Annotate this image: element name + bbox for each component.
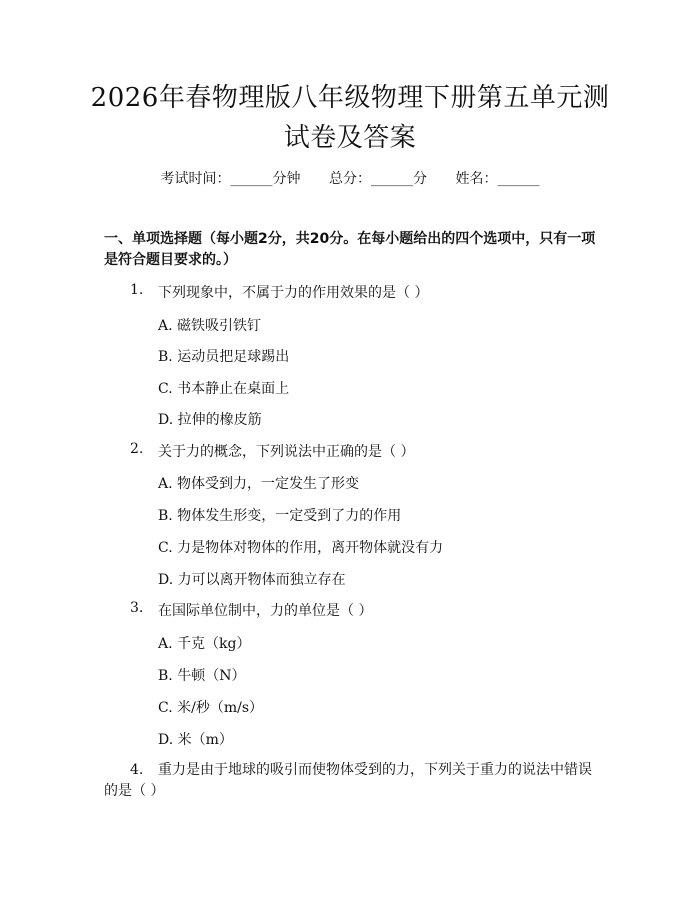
question-1-option-c: C. 书本静止在桌面上 [158,381,290,397]
question-1-option-d: D. 拉伸的橡皮筋 [158,412,262,428]
section-heading-single-choice: 一、单项选择题（每小题2分，共20分。在每小题给出的四个选项中，只有一项是符合题目要求的。） [104,231,596,268]
question-4-text [104,760,604,802]
question-1-option-b: B. 运动员把足球踢出 [158,349,290,365]
question-1-option-a: A. 磁铁吸引铁钉 [158,318,262,334]
student-name-field: 姓名：______ [455,171,540,187]
question-3-option-d: D. 米（m） [158,732,233,748]
question-3-option-a: A. 千克（kg） [158,636,251,652]
question-3-option-c: C. 米/秒（m/s） [158,700,264,716]
total-score-field: 总分：______分 [329,171,427,187]
question-text: 在国际单位制中，力的单位是（ ） [158,603,373,619]
question-text: 下列现象中，不属于力的作用效果的是（ ） [158,285,429,301]
question-text: 关于力的概念，下列说法中正确的是（ ） [158,444,415,460]
question-2-option-b: B. 物体发生形变，一定受到了力的作用 [158,508,402,524]
question-2-option-d: D. 力可以离开物体而独立存在 [158,572,346,588]
question-number: 1. [130,282,144,298]
question-number: 2. [130,441,144,457]
question-number: 3. [130,600,144,616]
document-title: 2026年春物理版八年级物理下册第五单元测试卷及答案 [90,83,610,153]
question-4-number: 4. [130,762,144,778]
exam-info-row [0,168,700,188]
question-text: 重力是由于地球的吸引而使物体受到的力，下列关于重力的说法中错误的是（ ） [104,762,592,799]
exam-time-field: 考试时间：______分钟 [160,171,301,187]
question-2-option-c: C. 力是物体对物体的作用，离开物体就没有力 [158,540,444,556]
question-2-option-a: A. 物体受到力，一定发生了形变 [158,476,360,492]
question-3-option-b: B. 牛顿（N） [158,668,246,684]
